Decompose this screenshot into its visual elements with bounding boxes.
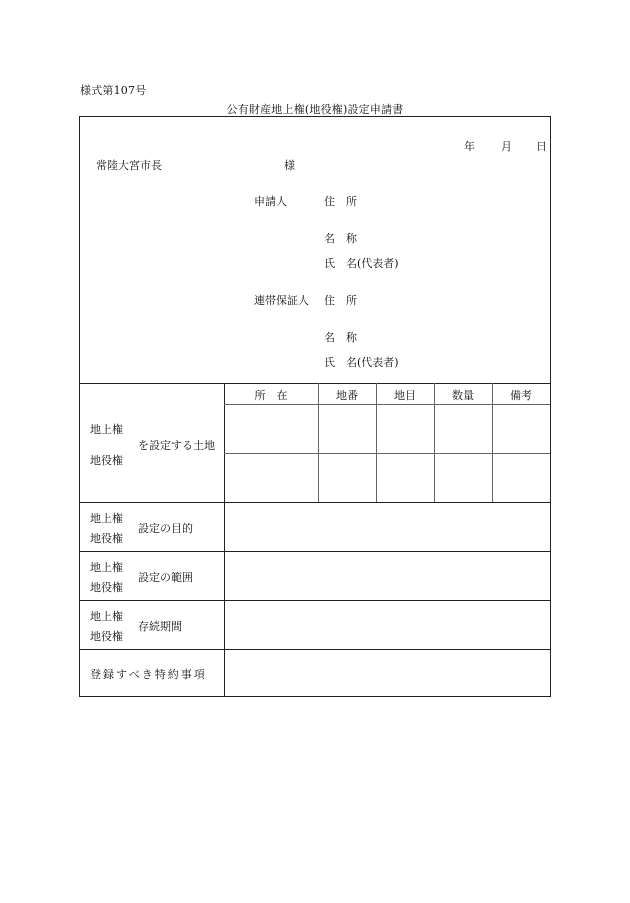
applicant-company-name-label: 名 称 [324, 232, 357, 245]
period-label-easement: 地役権 [90, 630, 123, 643]
addressee-name: 常陸大宮市長 [96, 159, 162, 172]
special-terms-label: 登録すべき特約事項 [90, 668, 207, 681]
date-day-label: 日 [536, 140, 547, 153]
period-label-superficies: 地上権 [90, 610, 123, 623]
scope-label-easement: 地役権 [90, 581, 123, 594]
period-row-divider [80, 649, 550, 650]
date-year-label: 年 [464, 140, 475, 153]
applicant-person-name-label: 氏 名(代表者) [324, 257, 399, 270]
land-col-header-remarks: 備考 [510, 389, 532, 402]
land-label-superficies: 地上権 [90, 423, 123, 436]
land-col-header-quantity: 数量 [452, 389, 474, 402]
application-form-table [79, 116, 551, 697]
top-section-divider [80, 383, 550, 384]
guarantor-address-label: 住 所 [324, 294, 357, 307]
scope-label-suffix: 設定の範囲 [138, 571, 193, 584]
guarantor-person-name-label: 氏 名(代表者) [324, 356, 399, 369]
land-col-header-lot-number: 地番 [336, 389, 358, 402]
applicant-address-label: 住 所 [324, 195, 357, 208]
guarantor-company-name-label: 名 称 [324, 331, 357, 344]
scope-label-superficies: 地上権 [90, 561, 123, 574]
purpose-label-easement: 地役権 [90, 532, 123, 545]
applicant-label: 申請人 [254, 195, 287, 208]
purpose-label-suffix: 設定の目的 [138, 522, 193, 535]
purpose-row-divider [80, 551, 550, 552]
form-title: 公有財産地上権(地役権)設定申請書 [226, 103, 404, 116]
scope-row-divider [80, 600, 550, 601]
land-col-header-land-category: 地目 [394, 389, 416, 402]
period-label-suffix: 存続期間 [138, 620, 182, 633]
land-header-underline [224, 404, 550, 405]
land-section-divider [80, 502, 550, 503]
land-row-divider [224, 453, 550, 454]
land-label-easement: 地役権 [90, 454, 123, 467]
land-label-suffix: を設定する土地 [138, 439, 215, 452]
purpose-label-superficies: 地上権 [90, 512, 123, 525]
land-col-header-location: 所 在 [254, 389, 288, 402]
addressee-honorific: 様 [284, 159, 295, 172]
form-number: 様式第107号 [80, 84, 147, 97]
date-month-label: 月 [501, 140, 512, 153]
guarantor-label: 連帯保証人 [254, 294, 309, 307]
